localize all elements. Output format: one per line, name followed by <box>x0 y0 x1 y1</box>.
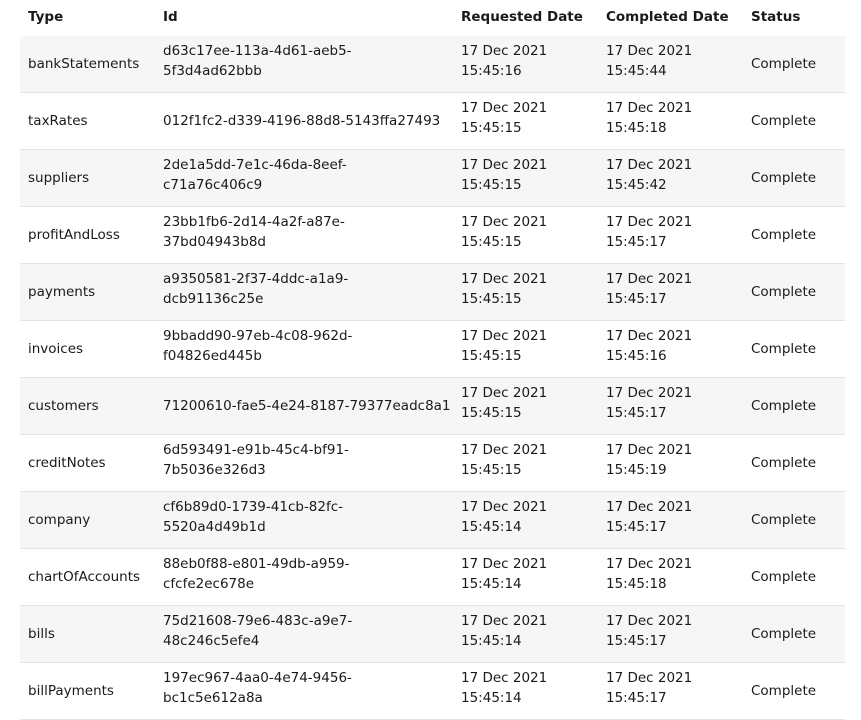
cell-requested-date <box>461 440 581 480</box>
cell-requested-date-line: 15:45:14 <box>461 690 522 706</box>
cell-completed-date-line: 15:45:17 <box>606 234 667 250</box>
table-row <box>20 93 845 150</box>
cell-id <box>163 212 448 252</box>
table-row <box>20 264 845 321</box>
cell-id-line: 6d593491-e91b-45c4-bf91- <box>163 442 349 458</box>
cell-completed-date-line: 17 Dec 2021 <box>606 556 693 572</box>
cell-status: Complete <box>751 113 817 129</box>
cell-completed-date-line: 15:45:17 <box>606 405 667 421</box>
cell-requested-date-line: 15:45:16 <box>461 63 522 79</box>
cell-requested-date-line: 15:45:14 <box>461 576 522 592</box>
cell-status: Complete <box>751 170 817 186</box>
cell-requested-date <box>461 668 581 708</box>
cell-id-line: 88eb0f88-e801-49db-a959- <box>163 556 350 572</box>
cell-id <box>163 396 451 416</box>
cell-id <box>163 269 448 309</box>
cell-requested-date <box>461 611 581 651</box>
cell-type: bills <box>28 626 55 642</box>
cell-requested-date-line: 15:45:15 <box>461 405 522 421</box>
cell-id-line: cfcfe2ec678e <box>163 576 255 592</box>
cell-completed-date <box>606 41 726 81</box>
cell-status: Complete <box>751 455 817 471</box>
cell-requested-date-line: 17 Dec 2021 <box>461 670 548 686</box>
cell-completed-date <box>606 497 726 537</box>
cell-type: creditNotes <box>28 455 106 471</box>
cell-status: Complete <box>751 56 817 72</box>
cell-completed-date-line: 17 Dec 2021 <box>606 328 693 344</box>
cell-status: Complete <box>751 398 817 414</box>
cell-completed-date-line: 17 Dec 2021 <box>606 499 693 515</box>
cell-id-line: 2de1a5dd-7e1c-46da-8eef- <box>163 157 347 173</box>
cell-requested-date-line: 15:45:15 <box>461 120 522 136</box>
cell-completed-date-line: 15:45:18 <box>606 120 667 136</box>
cell-requested-date-line: 17 Dec 2021 <box>461 214 548 230</box>
cell-id <box>163 554 448 594</box>
cell-id <box>163 326 448 366</box>
cell-completed-date <box>606 326 726 366</box>
cell-requested-date-line: 15:45:14 <box>461 633 522 649</box>
cell-requested-date <box>461 212 581 252</box>
cell-id-line: a9350581-2f37-4ddc-a1a9- <box>163 271 349 287</box>
table-row <box>20 606 845 663</box>
table-row <box>20 207 845 264</box>
cell-id-line: d63c17ee-113a-4d61-aeb5- <box>163 43 352 59</box>
cell-status: Complete <box>751 284 817 300</box>
cell-status: Complete <box>751 683 817 699</box>
cell-completed-date-line: 17 Dec 2021 <box>606 271 693 287</box>
cell-completed-date <box>606 554 726 594</box>
cell-requested-date <box>461 383 581 423</box>
table-row <box>20 150 845 207</box>
cell-completed-date-line: 17 Dec 2021 <box>606 43 693 59</box>
cell-id-line: dcb91136c25e <box>163 291 264 307</box>
cell-requested-date <box>461 497 581 537</box>
cell-id-line: 23bb1fb6-2d14-4a2f-a87e- <box>163 214 345 230</box>
cell-completed-date-line: 15:45:16 <box>606 348 667 364</box>
cell-type: profitAndLoss <box>28 227 120 243</box>
cell-requested-date-line: 15:45:15 <box>461 348 522 364</box>
cell-id-line: f04826ed445b <box>163 348 262 364</box>
table-row <box>20 663 845 720</box>
cell-status: Complete <box>751 512 817 528</box>
cell-completed-date-line: 17 Dec 2021 <box>606 214 693 230</box>
cell-completed-date-line: 17 Dec 2021 <box>606 385 693 401</box>
table-row <box>20 549 845 606</box>
header-status: Status <box>751 9 801 25</box>
cell-requested-date <box>461 98 581 138</box>
cell-id-line: 75d21608-79e6-483c-a9e7- <box>163 613 353 629</box>
cell-completed-date-line: 15:45:17 <box>606 291 667 307</box>
cell-status: Complete <box>751 626 817 642</box>
cell-type: billPayments <box>28 683 114 699</box>
cell-id-line: 197ec967-4aa0-4e74-9456- <box>163 670 352 686</box>
cell-id <box>163 155 448 195</box>
cell-id-line: 7b5036e326d3 <box>163 462 266 478</box>
cell-requested-date-line: 17 Dec 2021 <box>461 442 548 458</box>
cell-completed-date-line: 17 Dec 2021 <box>606 670 693 686</box>
cell-status: Complete <box>751 569 817 585</box>
cell-requested-date-line: 15:45:15 <box>461 177 522 193</box>
cell-completed-date-line: 15:45:19 <box>606 462 667 478</box>
cell-completed-date-line: 17 Dec 2021 <box>606 613 693 629</box>
cell-id-line: cf6b89d0-1739-41cb-82fc- <box>163 499 344 515</box>
cell-status: Complete <box>751 227 817 243</box>
header-id: Id <box>163 9 178 25</box>
cell-id <box>163 41 448 81</box>
cell-requested-date <box>461 155 581 195</box>
table-row <box>20 492 845 549</box>
table-header-row <box>0 0 845 36</box>
cell-type: taxRates <box>28 113 88 129</box>
cell-requested-date <box>461 326 581 366</box>
cell-completed-date-line: 17 Dec 2021 <box>606 442 693 458</box>
cell-requested-date-line: 17 Dec 2021 <box>461 613 548 629</box>
cell-requested-date-line: 15:45:15 <box>461 291 522 307</box>
cell-id-line: bc1c5e612a8a <box>163 690 263 706</box>
cell-id-line: c71a76c406c9 <box>163 177 263 193</box>
header-requested-date: Requested Date <box>461 9 583 25</box>
cell-type: company <box>28 512 91 528</box>
cell-type: invoices <box>28 341 84 357</box>
cell-requested-date-line: 17 Dec 2021 <box>461 43 548 59</box>
cell-completed-date-line: 15:45:18 <box>606 576 667 592</box>
cell-requested-date-line: 17 Dec 2021 <box>461 271 548 287</box>
table-row <box>20 36 845 93</box>
cell-completed-date-line: 17 Dec 2021 <box>606 100 693 116</box>
cell-status: Complete <box>751 341 817 357</box>
cell-id-line: 5520a4d49b1d <box>163 519 266 535</box>
cell-type: payments <box>28 284 96 300</box>
cell-id <box>163 668 448 708</box>
cell-completed-date-line: 15:45:44 <box>606 63 667 79</box>
cell-completed-date-line: 15:45:17 <box>606 633 667 649</box>
cell-requested-date <box>461 41 581 81</box>
cell-completed-date <box>606 269 726 309</box>
cell-type: chartOfAccounts <box>28 569 141 585</box>
cell-completed-date <box>606 98 726 138</box>
cell-requested-date-line: 15:45:15 <box>461 234 522 250</box>
cell-id <box>163 440 448 480</box>
cell-requested-date-line: 17 Dec 2021 <box>461 100 548 116</box>
cell-requested-date <box>461 269 581 309</box>
cell-completed-date <box>606 212 726 252</box>
cell-id-line: 5f3d4ad62bbb <box>163 63 262 79</box>
cell-completed-date <box>606 383 726 423</box>
cell-requested-date-line: 15:45:15 <box>461 462 522 478</box>
cell-requested-date-line: 15:45:14 <box>461 519 522 535</box>
table-row <box>20 435 845 492</box>
cell-id-line: 48c246c5efe4 <box>163 633 260 649</box>
header-completed-date: Completed Date <box>606 9 729 25</box>
cell-id-line: 012f1fc2-d339-4196-88d8-5143ffa27493 <box>163 113 441 129</box>
header-type: Type <box>28 9 64 25</box>
cell-completed-date-line: 15:45:42 <box>606 177 667 193</box>
cell-completed-date-line: 17 Dec 2021 <box>606 157 693 173</box>
table-row <box>20 378 845 435</box>
cell-completed-date-line: 15:45:17 <box>606 690 667 706</box>
cell-requested-date-line: 17 Dec 2021 <box>461 328 548 344</box>
cell-completed-date <box>606 155 726 195</box>
cell-type: suppliers <box>28 170 90 186</box>
cell-requested-date-line: 17 Dec 2021 <box>461 499 548 515</box>
table-row <box>20 321 845 378</box>
cell-requested-date-line: 17 Dec 2021 <box>461 556 548 572</box>
cell-requested-date <box>461 554 581 594</box>
cell-completed-date <box>606 611 726 651</box>
cell-requested-date-line: 17 Dec 2021 <box>461 157 548 173</box>
cell-type: bankStatements <box>28 56 140 72</box>
cell-requested-date-line: 17 Dec 2021 <box>461 385 548 401</box>
cell-completed-date-line: 15:45:17 <box>606 519 667 535</box>
cell-id-line: 37bd04943b8d <box>163 234 266 250</box>
cell-completed-date <box>606 668 726 708</box>
cell-id-line: 9bbadd90-97eb-4c08-962d- <box>163 328 353 344</box>
cell-id <box>163 497 448 537</box>
cell-id <box>163 111 440 131</box>
cell-id-line: 71200610-fae5-4e24-8187-79377eadc8a1 <box>163 398 451 414</box>
cell-completed-date <box>606 440 726 480</box>
cell-id <box>163 611 448 651</box>
cell-type: customers <box>28 398 99 414</box>
